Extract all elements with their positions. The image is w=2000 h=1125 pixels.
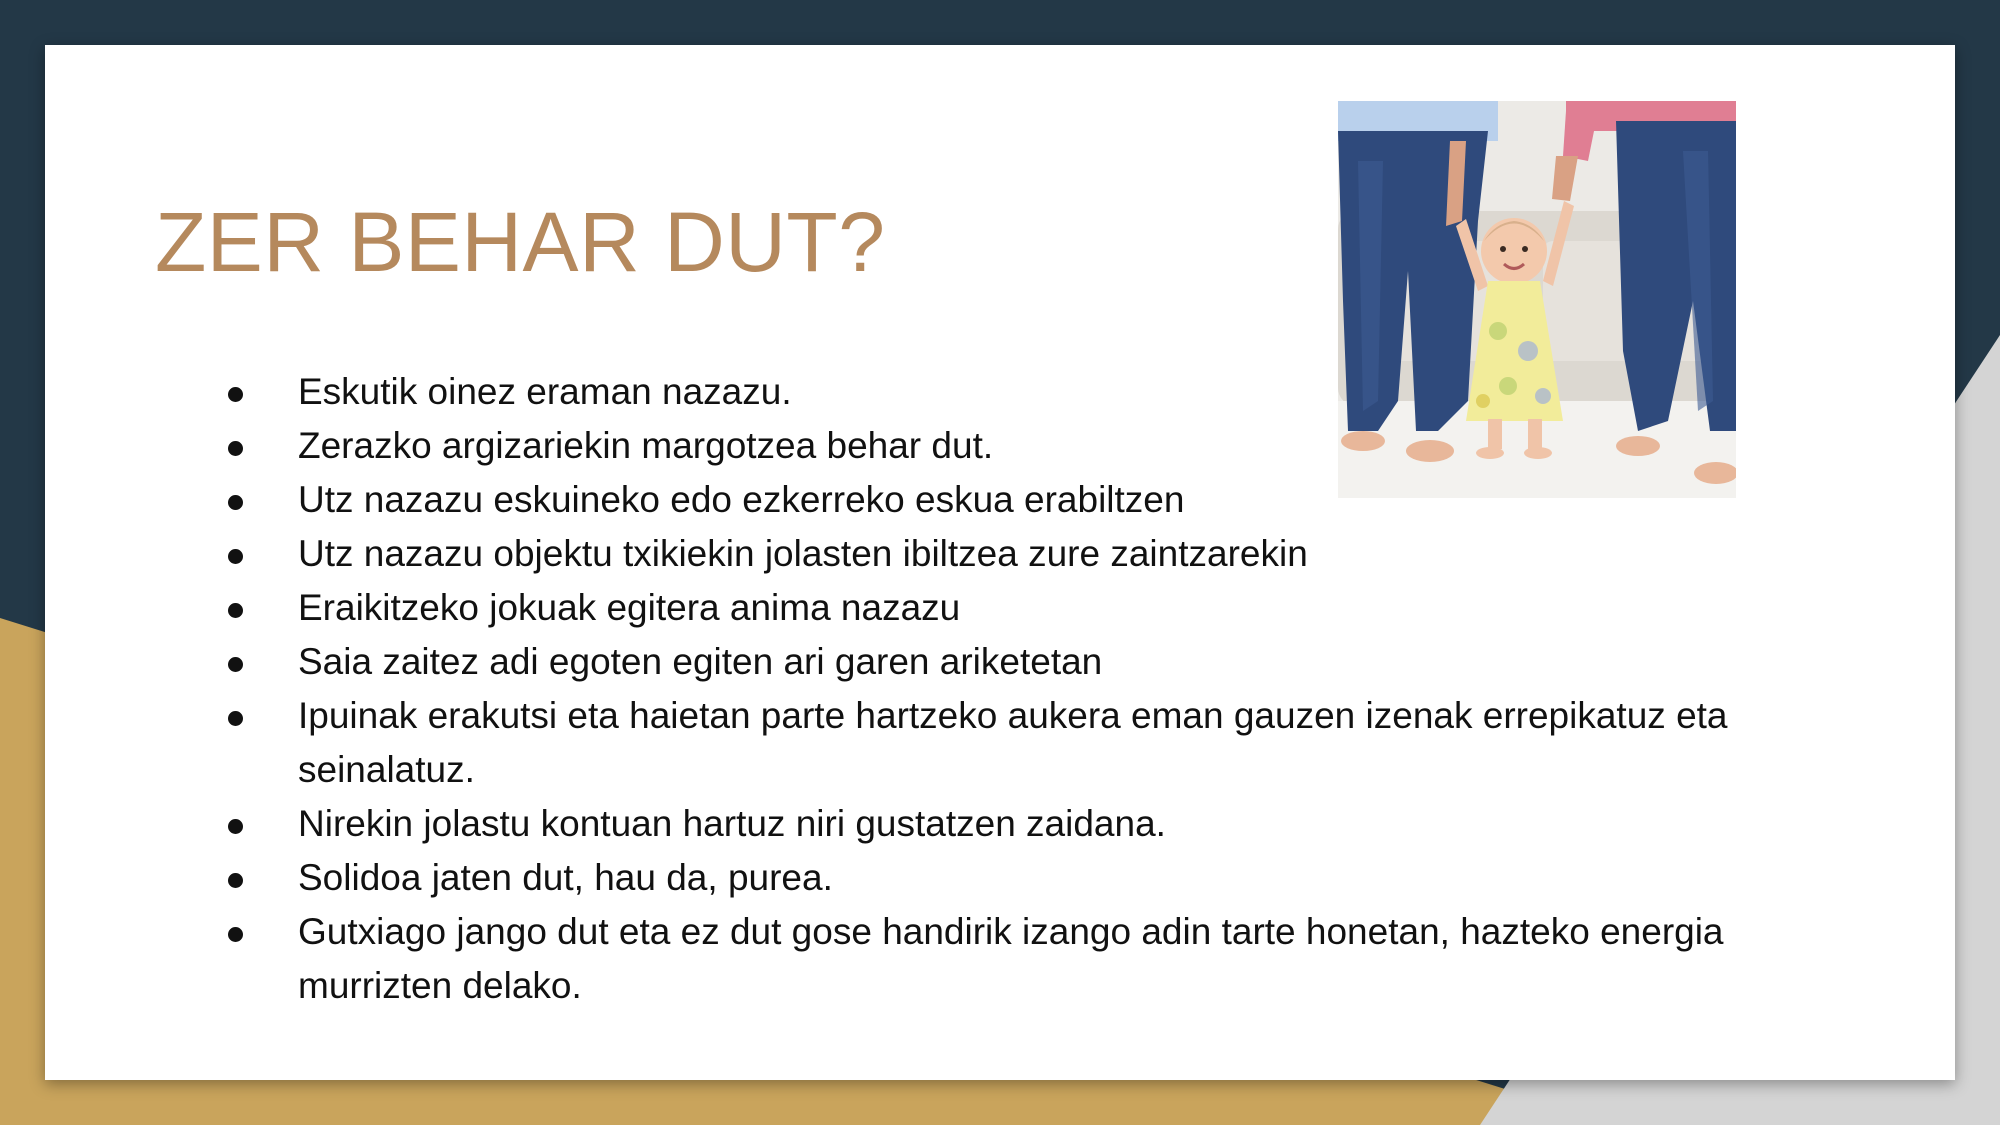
list-item [218,689,1838,797]
list-item [218,797,1838,851]
list-item [218,527,1838,581]
bullet-dot [228,495,243,510]
bullet-dot [228,603,243,618]
bullet-dot [228,927,243,942]
bullet-dot [228,819,243,834]
slide-title: ZER BEHAR DUT? [155,195,886,289]
bullet-dot [228,873,243,888]
bullet-dot [228,549,243,564]
list-item-text: Nirekin jolastu kontuan hartuz niri gustatzen zaidana. [298,803,1166,844]
list-item-text: Zerazko argizariekin margotzea behar dut. [298,425,994,466]
list-item-text: Saia zaitez adi egoten egiten ari garen ariketetan [298,641,1103,682]
list-item [218,851,1838,905]
list-item-text: Eraikitzeko jokuak egitera anima nazazu [298,587,961,628]
list-item-text: Utz nazazu eskuineko edo ezkerreko eskua erabiltzen [298,479,1185,520]
bullet-dot [228,441,243,456]
bullet-dot [228,711,243,726]
list-item-text: Gutxiago jango dut eta ez dut gose handirik izango adin tarte honetan, hazteko energia murrizten delako. [298,911,1724,1006]
baby-walking-photo [1338,101,1736,498]
list-item [218,635,1838,689]
list-item-text: Eskutik oinez eraman nazazu. [298,371,792,412]
list-item-text: Ipuinak erakutsi eta haietan parte hartzeko aukera eman gauzen izenak errepikatuz eta seinalatuz. [298,695,1728,790]
list-item-text: Solidoa jaten dut, hau da, purea. [298,857,833,898]
list-item [218,581,1838,635]
list-item [218,905,1838,1013]
bullet-dot [228,387,243,402]
bullet-dot [228,657,243,672]
list-item-text: Utz nazazu objektu txikiekin jolasten ibiltzea zure zaintzarekin [298,533,1308,574]
